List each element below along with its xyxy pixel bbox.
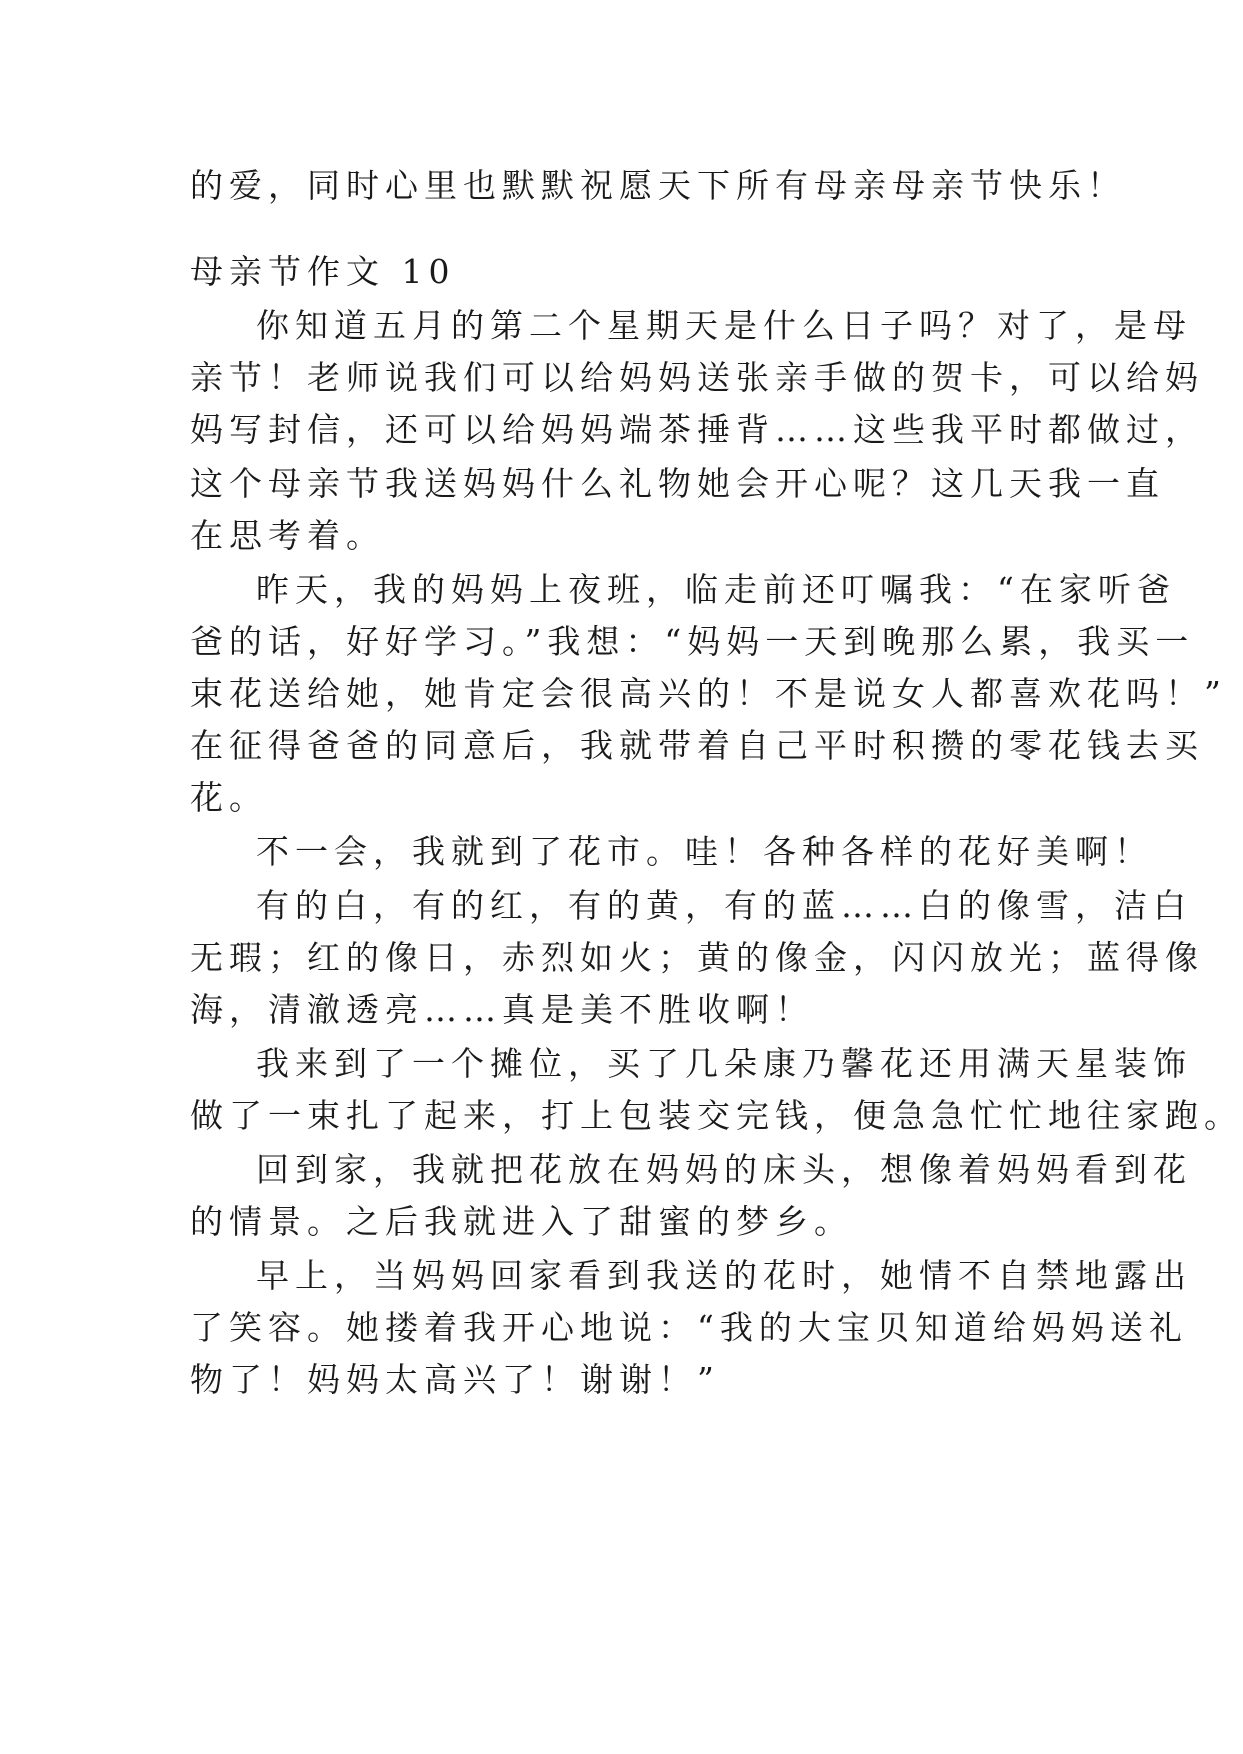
paragraph-line: 爸的话，好好学习。”我想：“妈妈一天到晚那么累，我买一 [190,622,1195,661]
paragraph-line: 海，清澈透亮……真是美不胜收啊！ [190,990,814,1029]
paragraph-line: 我来到了一个摊位，买了几朵康乃馨花还用满天星装饰 [256,1044,1192,1083]
paragraph-line: 物了！妈妈太高兴了！谢谢！” [190,1360,720,1399]
paragraph-line: 在征得爸爸的同意后，我就带着自己平时积攒的零花钱去买 [190,726,1204,765]
paragraph-line: 在思考着。 [190,516,385,555]
essay-heading: 母亲节作文 10 [190,252,456,291]
paragraph-line: 你知道五月的第二个星期天是什么日子吗？对了，是母 [256,306,1192,345]
paragraph-line: 了笑容。她搂着我开心地说：“我的大宝贝知道给妈妈送礼 [190,1308,1188,1347]
paragraph-line: 无瑕；红的像日，赤烈如火；黄的像金，闪闪放光；蓝得像 [190,938,1204,977]
paragraph-line: 这个母亲节我送妈妈什么礼物她会开心呢？这几天我一直 [190,464,1165,503]
text-line-continuation: 的爱，同时心里也默默祝愿天下所有母亲母亲节快乐！ [190,166,1126,205]
paragraph-line: 做了一束扎了起来，打上包装交完钱，便急急忙忙地往家跑。 [190,1096,1243,1135]
paragraph-line: 束花送给她，她肯定会很高兴的！不是说女人都喜欢花吗！” [190,674,1227,713]
paragraph-line: 不一会，我就到了花市。哇！各种各样的花好美啊！ [256,832,1153,871]
paragraph-line: 妈写封信，还可以给妈妈端茶捶背……这些我平时都做过， [190,410,1204,449]
paragraph-line: 早上，当妈妈回家看到我送的花时，她情不自禁地露出 [256,1256,1192,1295]
paragraph-line: 的情景。之后我就进入了甜蜜的梦乡。 [190,1202,853,1241]
paragraph-line: 花。 [190,778,268,817]
paragraph-line: 回到家，我就把花放在妈妈的床头，想像着妈妈看到花 [256,1150,1192,1189]
paragraph-line: 有的白，有的红，有的黄，有的蓝……白的像雪，洁白 [256,886,1192,925]
paragraph-line: 亲节！老师说我们可以给妈妈送张亲手做的贺卡，可以给妈 [190,358,1204,397]
paragraph-line: 昨天，我的妈妈上夜班，临走前还叮嘱我：“在家听爸 [256,570,1176,609]
